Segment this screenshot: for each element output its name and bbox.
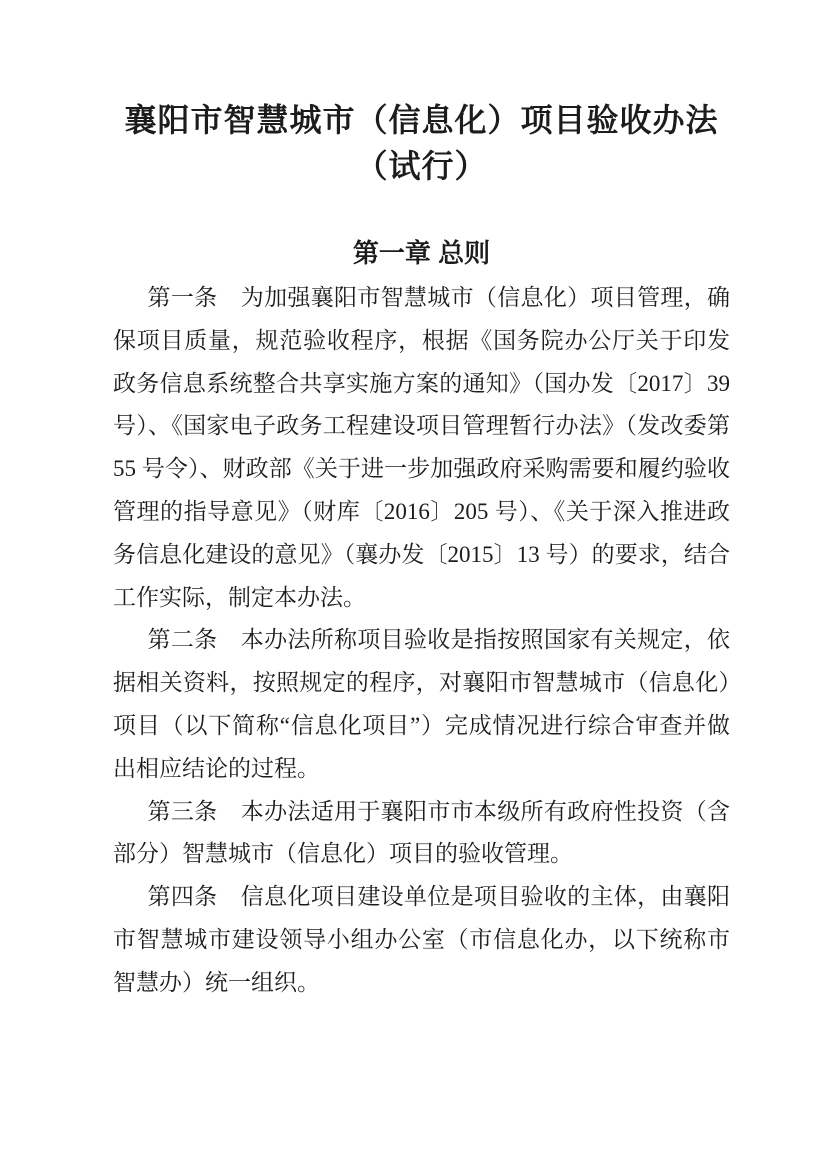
document-content bbox=[113, 0, 730, 1005]
paragraph-article-2: 第二条 本办法所称项目验收是指按照国家有关规定，依据相关资料，按照规定的程序，对襄阳市智慧城市（信息化）项目（以下简称“信息化项目”）完成情况进行综合审查并做出相应结论的过程。 bbox=[113, 627, 730, 781]
paragraph-article-4: 第四条 信息化项目建设单位是项目验收的主体，由襄阳市智慧城市建设领导小组办公室（市信息化办，以下统称市智慧办）统一组织。 bbox=[113, 884, 730, 995]
paragraph-article-3: 第三条 本办法适用于襄阳市市本级所有政府性投资（含部分）智慧城市（信息化）项目的验收管理。 bbox=[113, 798, 730, 867]
document-title-line-2: （试行） bbox=[355, 148, 488, 184]
document-body bbox=[113, 277, 730, 1005]
paragraph-article-1: 第一条 为加强襄阳市智慧城市（信息化）项目管理，确保项目质量，规范验收程序，根据《国务院办公厅关于印发政务信息系统整合共享实施方案的通知》（国办发〔2017〕39 号）、《国家电子政务工程建设项目管理暂行办法》（发改委第 55 号令）、财政部《关于进一步加强政府采购需要和履约验收管理的指导意见》（财库〔2016〕205 号）、《关于深入推进政务信息化建设的意见》（襄办发〔2015〕13 号）的要求，结合工作实际，制定本办法。 bbox=[113, 285, 730, 610]
document-title-line-1: 襄阳市智慧城市（信息化）项目验收办法 bbox=[124, 102, 719, 138]
chapter-heading: 第一章 总则 bbox=[352, 238, 491, 268]
document-title bbox=[113, 97, 730, 189]
